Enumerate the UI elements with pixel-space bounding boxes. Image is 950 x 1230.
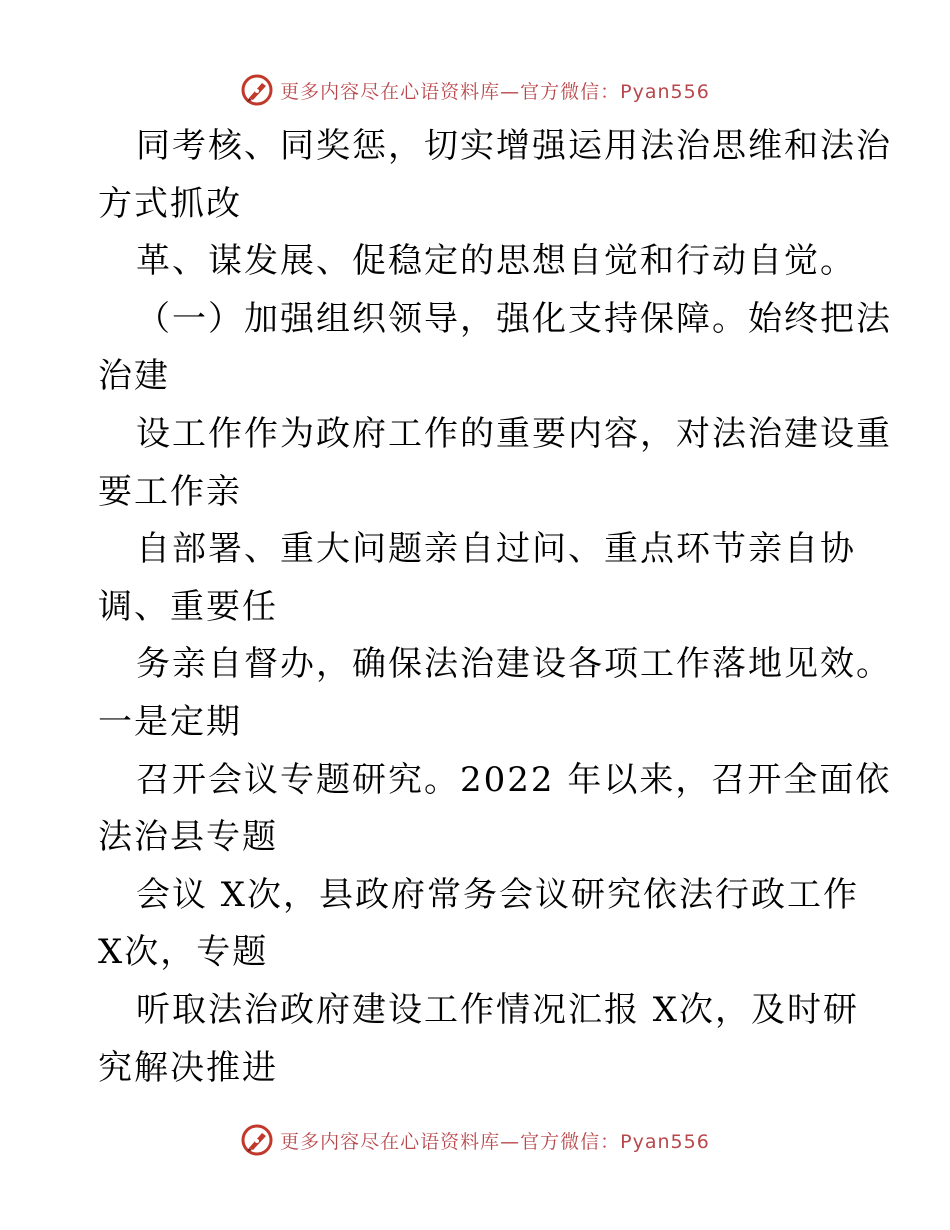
- text-line: 治建: [98, 356, 170, 397]
- text-line: 究解决推进: [98, 1047, 278, 1088]
- text-line: X次，专题: [98, 932, 269, 973]
- footer-banner: [0, 1120, 950, 1160]
- footer-banner-text: 更多内容尽在心语资料库—官方微信：Pyan556: [280, 1130, 710, 1153]
- text-line: 务亲自督办，确保法治建设各项工作落地见效。: [136, 644, 892, 685]
- text-line: （一）加强组织领导，强化支持保障。始终把法: [136, 298, 892, 339]
- text-line: 方式抓改: [98, 183, 242, 224]
- red-circle-pen-logo-icon: [240, 1123, 274, 1157]
- text-line: 一是定期: [98, 701, 242, 742]
- header-banner: [0, 70, 950, 110]
- red-circle-pen-logo-icon: [240, 73, 274, 107]
- text-line: 召开会议专题研究。2022 年以来，召开全面依: [136, 759, 892, 800]
- document-body: [98, 118, 892, 1097]
- text-line: 听取法治政府建设工作情况汇报 X次，及时研: [136, 989, 860, 1030]
- text-line: 法治县专题: [98, 817, 278, 858]
- text-line: 革、谋发展、促稳定的思想自觉和行动自觉。: [136, 241, 856, 282]
- text-line: 同考核、同奖惩，切实增强运用法治思维和法治: [136, 126, 892, 166]
- text-line: 设工作作为政府工作的重要内容，对法治建设重: [136, 413, 892, 454]
- text-line: 会议 X次，县政府常务会议研究依法行政工作: [136, 874, 860, 915]
- text-line: 要工作亲: [98, 471, 242, 512]
- text-line: 调、重要任: [98, 586, 278, 627]
- header-banner-text: 更多内容尽在心语资料库—官方微信：Pyan556: [280, 80, 710, 103]
- text-line: 自部署、重大问题亲自过问、重点环节亲自协: [136, 529, 856, 570]
